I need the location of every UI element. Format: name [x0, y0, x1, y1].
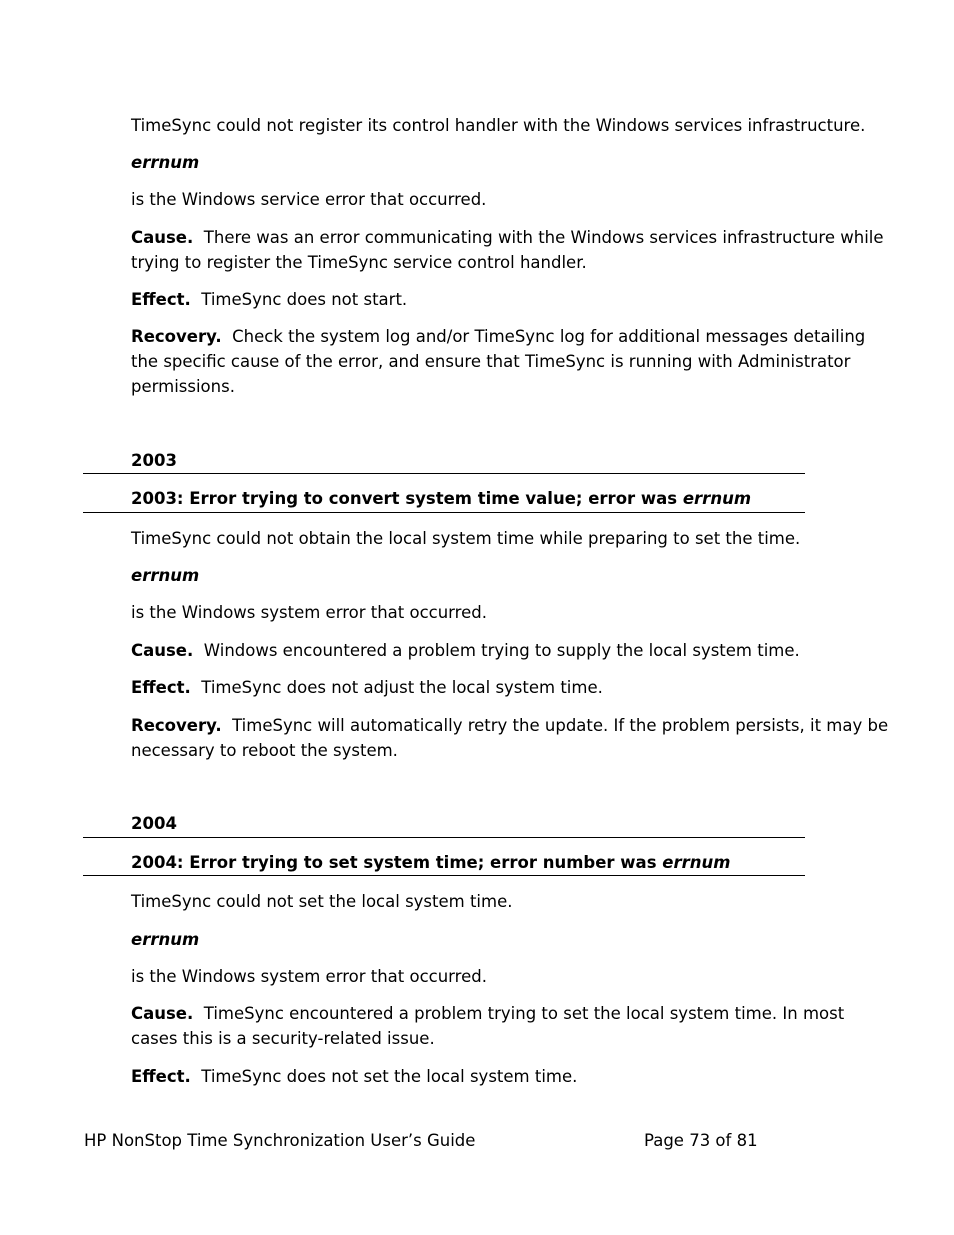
cause-label: Cause.	[131, 641, 194, 660]
section-2002-variable-description: is the Windows service error that occurred.	[131, 190, 487, 209]
section-2003-bottom-rule	[83, 512, 805, 513]
effect-text: TimeSync does not start.	[201, 290, 408, 309]
section-2003-variable-description: is the Windows system error that occurred.	[131, 603, 487, 622]
recovery-label: Recovery.	[131, 327, 222, 346]
effect-label: Effect.	[131, 290, 191, 309]
section-2004-cause	[131, 1001, 891, 1051]
section-2003-top-rule	[83, 473, 805, 474]
section-2003-title	[131, 489, 751, 509]
section-2003-effect	[131, 675, 891, 700]
section-2002-recovery	[131, 324, 891, 399]
section-2002-effect	[131, 287, 891, 312]
cause-text: TimeSync encountered a problem trying to set the local system time. In most cases this is a security-related issue.	[131, 1004, 845, 1048]
cause-text: There was an error communicating with the Windows services infrastructure while trying to register the TimeSync service control handler.	[131, 228, 884, 272]
section-2004-top-rule	[83, 837, 805, 838]
section-2003-number: 2003	[131, 451, 177, 470]
section-2003-recovery	[131, 713, 891, 763]
section-2002-cause	[131, 225, 891, 275]
effect-label: Effect.	[131, 678, 191, 697]
cause-text: Windows encountered a problem trying to supply the local system time.	[203, 641, 800, 660]
cause-label: Cause.	[131, 1004, 194, 1023]
section-2003-description: TimeSync could not obtain the local system time while preparing to set the time.	[131, 529, 801, 548]
cause-label: Cause.	[131, 228, 194, 247]
section-2004-title-variable: errnum	[662, 853, 731, 872]
footer-page-number: Page 73 of 81	[644, 1131, 758, 1150]
recovery-text: TimeSync will automatically retry the update. If the problem persists, it may be necessary to reboot the system.	[131, 716, 889, 760]
section-2004-bottom-rule	[83, 875, 805, 876]
section-2004-title-text: 2004: Error trying to set system time; error number was	[131, 853, 663, 872]
section-2003-cause	[131, 638, 891, 663]
effect-text: TimeSync does not adjust the local system time.	[201, 678, 603, 697]
section-2002-description: TimeSync could not register its control handler with the Windows services infrastructure.	[131, 116, 866, 135]
section-2003-title-text: 2003: Error trying to convert system time value; error was	[131, 489, 683, 508]
section-2003-title-variable: errnum	[682, 489, 752, 508]
recovery-text: Check the system log and/or TimeSync log for additional messages detailing the specific cause of the error, and ensure that TimeSync is running with Administrator permissions.	[131, 327, 866, 396]
section-2004-description: TimeSync could not set the local system time.	[131, 892, 513, 911]
section-2004-effect	[131, 1064, 891, 1089]
effect-text: TimeSync does not set the local system time.	[201, 1067, 578, 1086]
section-2004-variable-name: errnum	[131, 930, 200, 949]
section-2002-variable-name: errnum	[131, 153, 200, 172]
effect-label: Effect.	[131, 1067, 191, 1086]
footer-document-title: HP NonStop Time Synchronization User’s Guide	[84, 1131, 476, 1150]
section-2004-title	[131, 853, 730, 873]
section-2003-variable-name: errnum	[131, 566, 200, 585]
section-2004-variable-description: is the Windows system error that occurred.	[131, 967, 487, 986]
recovery-label: Recovery.	[131, 716, 222, 735]
section-2004-number: 2004	[131, 814, 177, 833]
